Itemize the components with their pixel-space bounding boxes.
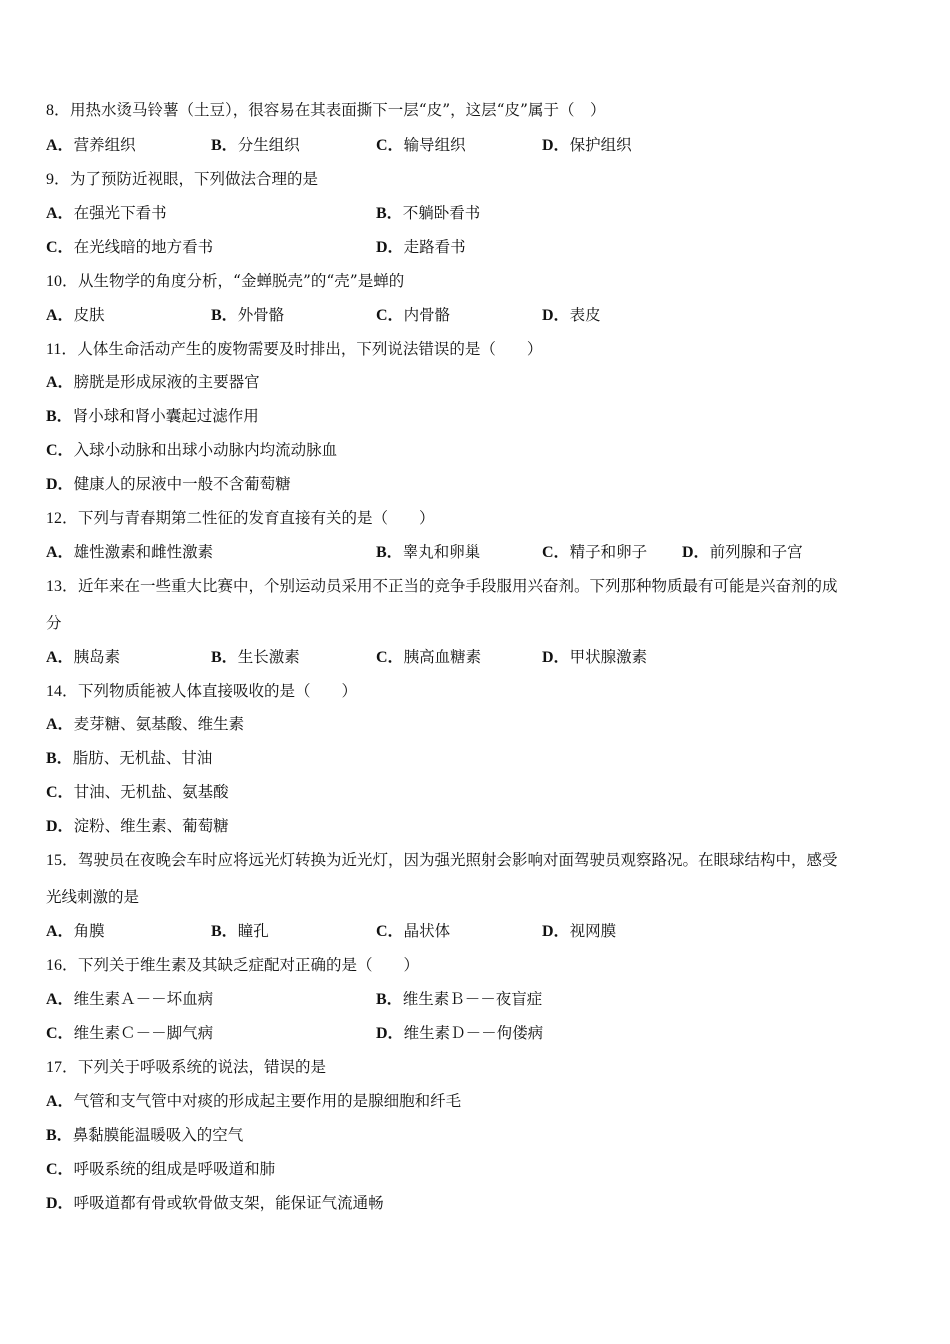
- question-number: 14．: [46, 683, 79, 700]
- option-c[interactable]: C．维生素Ｃ－－脚气病: [46, 1024, 214, 1042]
- option-c[interactable]: C．胰高血糖素: [376, 648, 482, 666]
- option-c[interactable]: C．呼吸系统的组成是呼吸道和肺: [46, 1160, 276, 1178]
- option-row: [46, 646, 904, 668]
- option-d[interactable]: D．前列腺和子宫: [682, 543, 803, 561]
- option-a[interactable]: A．雄性激素和雌性激素: [46, 543, 214, 561]
- question-text: 人体生命活动产生的废物需要及时排出，下列说法错误的是（ ）: [77, 340, 543, 358]
- option-row: [46, 1192, 904, 1214]
- option-row: [46, 1022, 904, 1044]
- question-number: 17．: [46, 1059, 79, 1076]
- option-row: [46, 920, 904, 942]
- option-d[interactable]: D．表皮: [542, 306, 601, 324]
- option-d[interactable]: D．呼吸道都有骨或软骨做支架，能保证气流通畅: [46, 1194, 384, 1212]
- question-text: 为了预防近视眼，下列做法合理的是: [70, 170, 319, 188]
- option-row: [46, 988, 904, 1010]
- option-b[interactable]: B．不躺卧看书: [376, 204, 481, 222]
- option-d[interactable]: D．走路看书: [376, 238, 466, 256]
- option-a[interactable]: A．维生素Ａ－－坏血病: [46, 990, 214, 1008]
- question-number: 16．: [46, 957, 79, 974]
- question-stem-continued: 光线刺激的是: [46, 888, 140, 906]
- option-d[interactable]: D．视网膜: [542, 922, 617, 940]
- question-stem: [46, 575, 904, 597]
- option-b[interactable]: B．鼻黏膜能温暖吸入的空气: [46, 1126, 244, 1144]
- option-b[interactable]: B．脂肪、无机盐、甘油: [46, 749, 213, 767]
- option-c[interactable]: C．甘油、无机盐、氨基酸: [46, 783, 229, 801]
- question-text: 下列关于呼吸系统的说法，错误的是: [78, 1058, 327, 1076]
- question-stem: [46, 507, 904, 529]
- option-b[interactable]: B．外骨骼: [211, 306, 285, 324]
- option-a[interactable]: A．营养组织: [46, 136, 136, 154]
- option-row: [46, 439, 904, 461]
- option-b[interactable]: B．睾丸和卵巢: [376, 543, 481, 561]
- question-text: 用热水烫马铃薯（土豆），很容易在其表面撕下一层“皮”，这层“皮”属于（ ）: [70, 101, 606, 119]
- question-number: 15．: [46, 852, 79, 869]
- option-row: [46, 473, 904, 495]
- question-text: 下列物质能被人体直接吸收的是（ ）: [78, 682, 358, 700]
- option-c[interactable]: C．入球小动脉和出球小动脉内均流动脉血: [46, 441, 338, 459]
- option-row: [46, 304, 904, 326]
- option-row: [46, 781, 904, 803]
- question-stem: [46, 680, 904, 702]
- option-row: [46, 371, 904, 393]
- question-stem: [46, 1056, 904, 1078]
- option-c[interactable]: C．内骨骼: [376, 306, 451, 324]
- option-c[interactable]: C．输导组织: [376, 136, 466, 154]
- option-row: [46, 1124, 904, 1146]
- question-stem: [46, 849, 904, 871]
- option-b[interactable]: B．生长激素: [211, 648, 300, 666]
- question-text: 近年来在一些重大比赛中，个别运动员采用不正当的竞争手段服用兴奋剂。下列那种物质最有可能是兴奋剂的成: [78, 577, 838, 595]
- option-a[interactable]: A．角膜: [46, 922, 105, 940]
- option-row: [46, 1158, 904, 1180]
- option-a[interactable]: A．麦芽糖、氨基酸、维生素: [46, 715, 245, 733]
- option-b[interactable]: B．瞳孔: [211, 922, 269, 940]
- question-number: 13．: [46, 578, 79, 595]
- option-c[interactable]: C．精子和卵子: [542, 543, 648, 561]
- option-a[interactable]: A．气管和支气管中对痰的形成起主要作用的是腺细胞和纤毛: [46, 1092, 462, 1110]
- question-number: 12．: [46, 510, 79, 527]
- option-row: [46, 1090, 904, 1112]
- question-stem: [46, 954, 904, 976]
- question-text: 驾驶员在夜晚会车时应将远光灯转换为近光灯，因为强光照射会影响对面驾驶员观察路况。在眼球结构中，感受: [78, 851, 838, 869]
- question-text: 下列与青春期第二性征的发育直接有关的是（ ）: [78, 509, 435, 527]
- question-stem: [46, 168, 904, 190]
- option-a[interactable]: A．在强光下看书: [46, 204, 167, 222]
- option-c[interactable]: C．晶状体: [376, 922, 451, 940]
- question-text: 下列关于维生素及其缺乏症配对正确的是（ ）: [78, 956, 420, 974]
- question-number: 10．: [46, 273, 79, 290]
- question-number: 8．: [46, 102, 71, 119]
- option-d[interactable]: D．甲状腺激素: [542, 648, 648, 666]
- question-stem: [46, 99, 904, 121]
- question-stem: [46, 270, 904, 292]
- option-b[interactable]: B．分生组织: [211, 136, 300, 154]
- option-row: [46, 202, 904, 224]
- option-a[interactable]: A．胰岛素: [46, 648, 121, 666]
- option-b[interactable]: B．维生素Ｂ－－夜盲症: [376, 990, 543, 1008]
- option-row: [46, 236, 904, 258]
- option-d[interactable]: D．保护组织: [542, 136, 632, 154]
- option-c[interactable]: C．在光线暗的地方看书: [46, 238, 214, 256]
- option-d[interactable]: D．淀粉、维生素、葡萄糖: [46, 817, 229, 835]
- option-row: [46, 134, 904, 156]
- option-row: [46, 747, 904, 769]
- option-row: [46, 815, 904, 837]
- option-row: [46, 541, 904, 563]
- question-stem: [46, 338, 904, 360]
- option-d[interactable]: D．维生素Ｄ－－佝偻病: [376, 1024, 544, 1042]
- question-number: 9．: [46, 171, 71, 188]
- option-d[interactable]: D．健康人的尿液中一般不含葡萄糖: [46, 475, 291, 493]
- question-number: 11．: [46, 341, 78, 358]
- question-stem-continued: 分: [46, 614, 62, 632]
- option-a[interactable]: A．膀胱是形成尿液的主要器官: [46, 373, 260, 391]
- question-text: 从生物学的角度分析，“金蝉脱壳”的“壳”是蝉的: [78, 272, 405, 290]
- option-b[interactable]: B．肾小球和肾小囊起过滤作用: [46, 407, 259, 425]
- option-a[interactable]: A．皮肤: [46, 306, 105, 324]
- option-row: [46, 713, 904, 735]
- option-row: [46, 405, 904, 427]
